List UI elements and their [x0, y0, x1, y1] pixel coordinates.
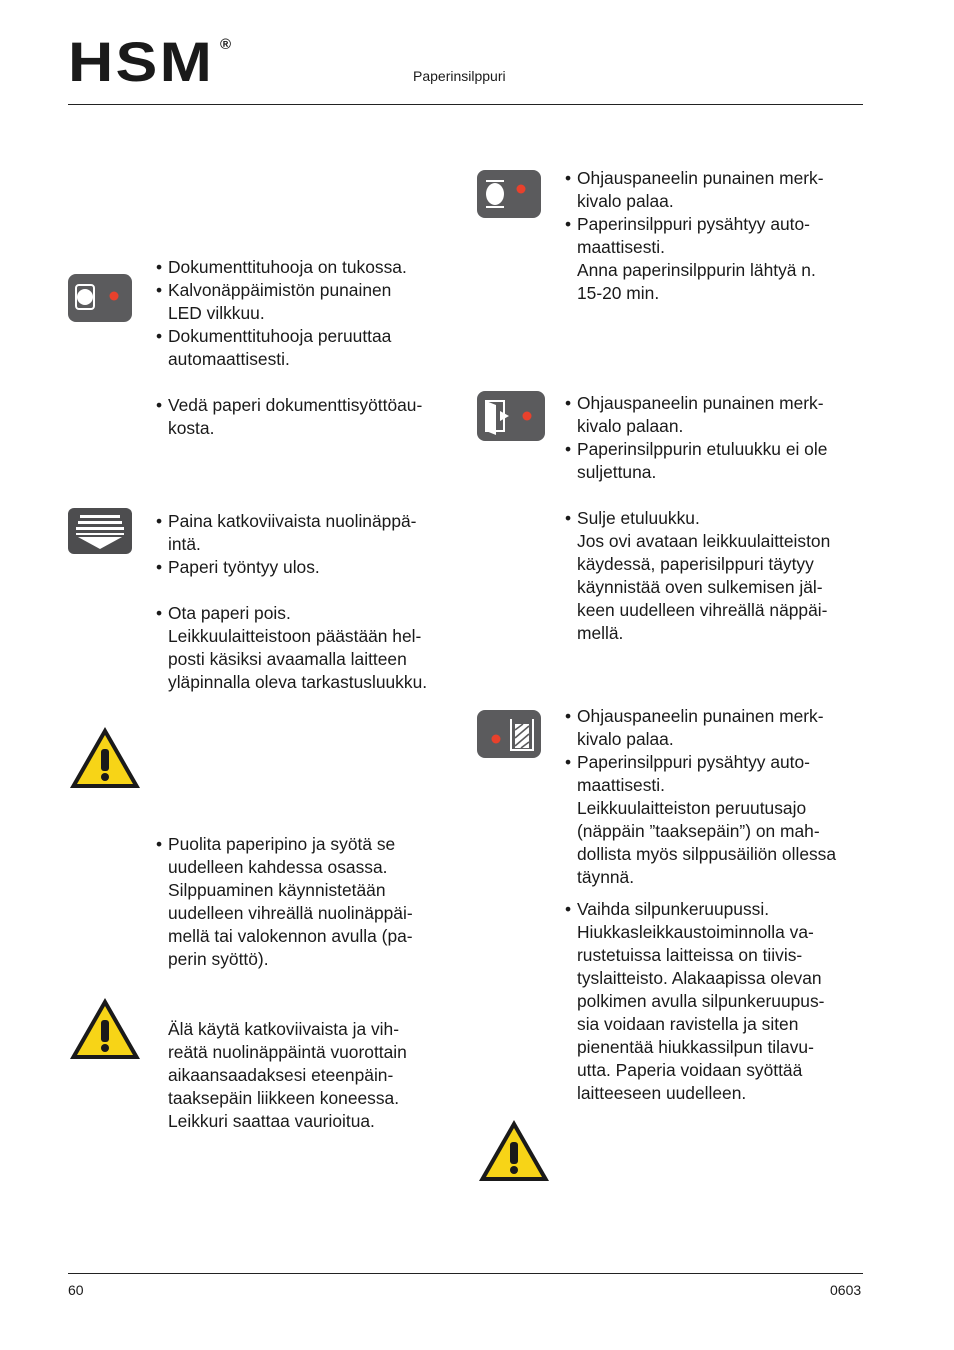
list-item: • Vedä paperi dokumenttisyöttöau- kosta.: [156, 395, 423, 438]
list-item: • Dokumenttituhooja on tukossa.: [156, 257, 407, 277]
list-item: • Paperinsilppuri pysähtyy auto- maattisesti.: [565, 752, 810, 795]
list-item: • Ota paperi pois.: [156, 603, 291, 623]
brand-name: HSM: [68, 30, 215, 93]
hsm-logo: [68, 30, 238, 93]
list-item: • Puolita paperipino ja syötä se: [156, 834, 396, 854]
panel-motor-overheat-icon: [477, 170, 541, 218]
list-item: • Ohjauspaneelin punainen merk- kivalo palaa.: [565, 706, 824, 749]
reverse-arrow-key-icon: [68, 508, 132, 559]
right-block-1: • Ohjauspaneelin punainen merk- kivalo palaa. • Paperinsilppuri pysähtyy auto- maattisesti. Anna paperinsilppurin lähtyä n. 15-20 min.: [565, 167, 865, 305]
registered-mark: ®: [220, 36, 232, 53]
panel-door-open-icon: [477, 391, 545, 446]
list-item: • Paperinsilppuri pysähtyy auto- maattisesti.: [565, 214, 810, 257]
list-item: • Paperi työntyy ulos.: [156, 557, 320, 577]
header-rule: [68, 104, 863, 105]
right-block-2: • Ohjauspaneelin punainen merk- kivalo palaan. • Paperinsilppurin etuluukku ei ole suljettuna. • Sulje etuluukku. Jos ovi avataan leikkuulaitteiston käydessä, paperisilppuri täytyy käynnistää oven sulkemisen jäl- keen uudelleen vihreällä näppäi- mellä.: [565, 392, 865, 645]
left-block-3: • Puolita paperipino ja syötä se uudelleen kahdessa osassa. Silppuaminen käynnistetään uudelleen vihreällä nuolinäppäi- mellä tai valokennon avulla (pa- perin syöttö).: [156, 833, 466, 971]
warning-icon: [68, 725, 142, 796]
header-title: Paperinsilppuri: [413, 68, 506, 84]
list-item: • Paperinsilppurin etuluukku ei ole suljettuna.: [565, 439, 828, 482]
list-item: • Sulje etuluukku.: [565, 508, 700, 528]
list-item: • Ohjauspaneelin punainen merk- kivalo palaa.: [565, 168, 824, 211]
left-block-1: [156, 256, 466, 440]
right-block-3: • Ohjauspaneelin punainen merk- kivalo palaa. • Paperinsilppuri pysähtyy auto- maattisesti. Leikkuulaitteiston peruutusajo (näppäin ”taaksepäin”) on mah- dollista myös silppusäiliön ollessa täynnä. • Vaihda silpunkeruupussi. Hiukkasleikkaustoiminnolla va- rustetuissa laitteissa on tiivis- tyslaitteisto. Alakaapissa olevan polkimen avulla silpunkeruupus- sia voidaan ravistella ja siten pienentää hiukkassilpun tilavu- utta. Paperia voidaan syöttää laitteeseen uudelleen.: [565, 705, 870, 1105]
panel-document-jam-icon: [68, 274, 132, 322]
left-block-4: Älä käytä katkoviivaista ja vih- reätä nuolinäppäintä vuorottain aikaansaadaksesi eteenpäin- taaksepäin liikkeen koneessa. Leikkuri saattaa vaurioitua.: [168, 1019, 407, 1131]
list-item: • Kalvonäppäimistön punainen LED vilkkuu.: [156, 280, 392, 323]
left-block-2: • Paina katkoviivaista nuolinäppä- intä. • Paperi työntyy ulos. • Ota paperi pois. Leikkuulaitteistoon päästään hel- posti käsiksi avaamalla laitteen yläpinnalla oleva tarkastusluukku.: [156, 510, 466, 694]
footer-rule: [68, 1273, 863, 1274]
panel-bin-full-icon: [477, 710, 541, 763]
list-item: • Vaihda silpunkeruupussi.: [565, 899, 770, 919]
page-number: 60: [68, 1282, 84, 1298]
warning-icon: [477, 1118, 551, 1189]
list-item: • Paina katkoviivaista nuolinäppä- intä.: [156, 511, 417, 554]
warning-icon: [68, 996, 142, 1067]
document-code: 0603: [830, 1282, 862, 1298]
list-item: • Dokumenttituhooja peruuttaa automaattisesti.: [156, 326, 392, 369]
list-item: • Ohjauspaneelin punainen merk- kivalo palaan.: [565, 393, 824, 436]
